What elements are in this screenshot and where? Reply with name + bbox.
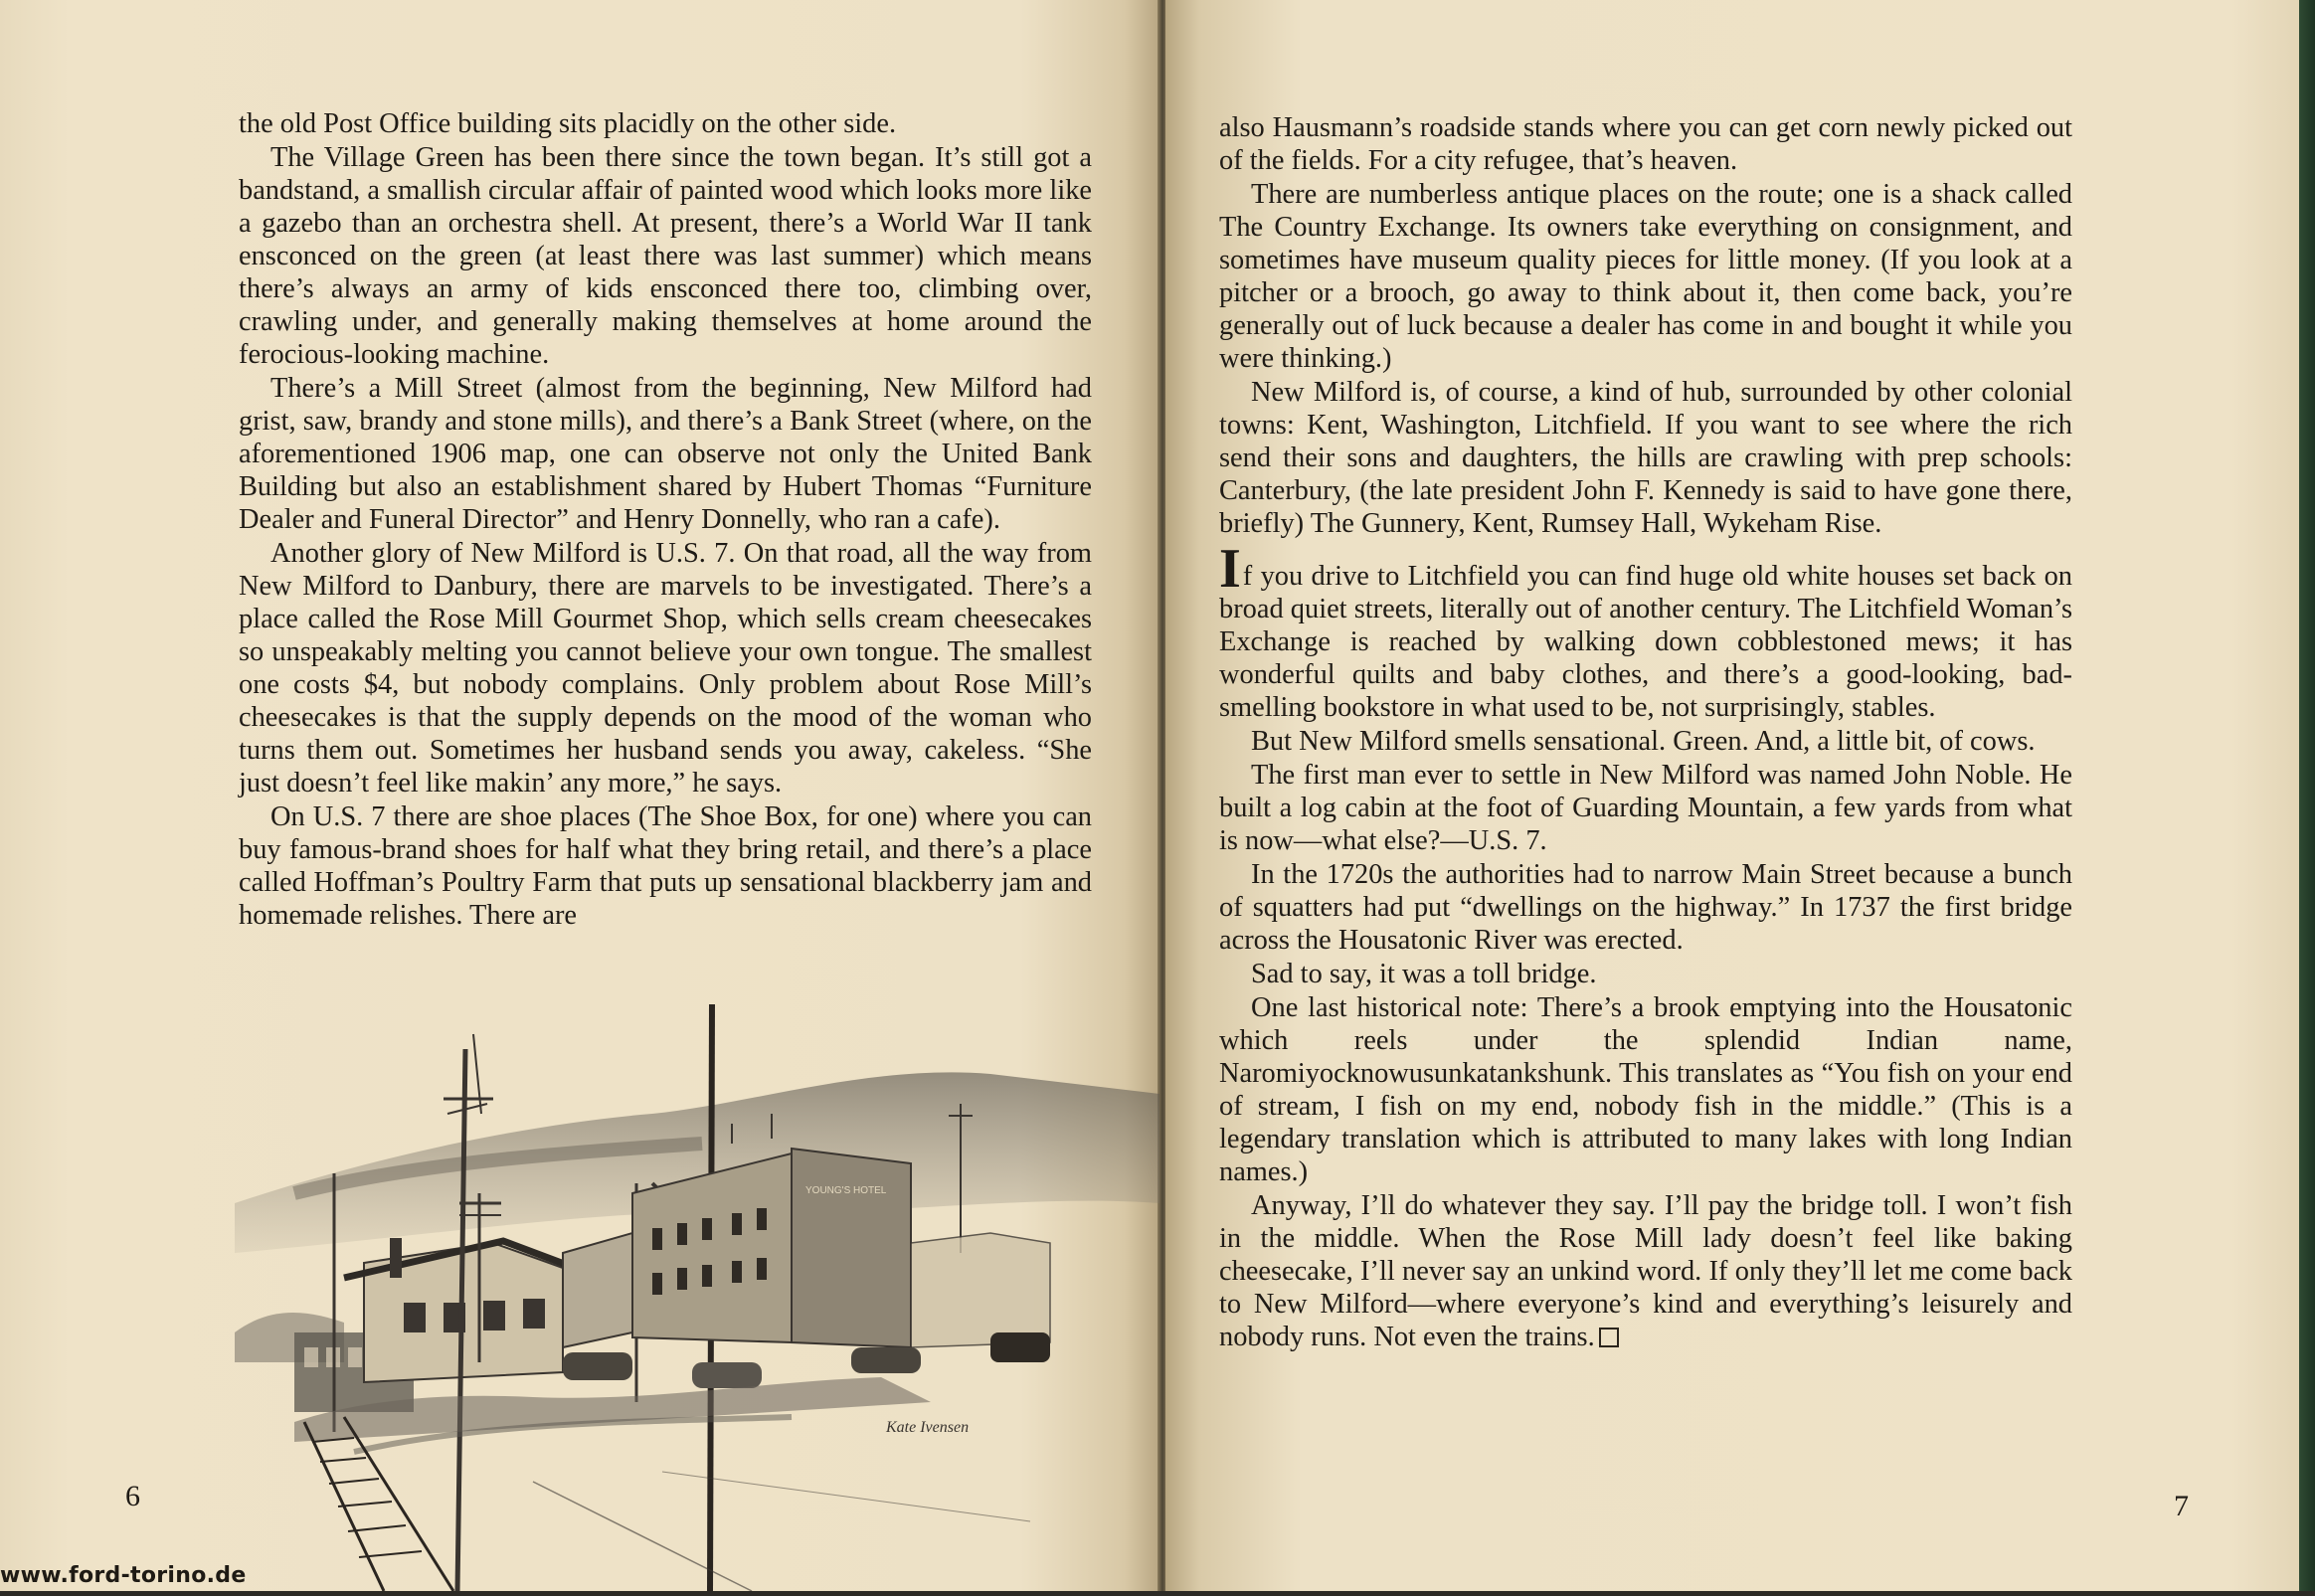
paragraph: On U.S. 7 there are shoe places (The Shoe Box, for one) where you can buy famous-brand shoes for half what they bring retail, and there’s a place called Hoffman’s Poultry Farm that puts up sensational blackberry jam and homemade relishes. There are — [239, 801, 1092, 931]
paragraph-text: f you drive to Litchfield you can find huge old white houses set back on broad quiet streets, literally out of another century. The Litchfield Woman’s Exchange is reached by walking down cobblestoned mews; it has wonderful quilts and baby clothes, and there’s a good-looking, bad-smelling bookstore in what used to be, not surprisingly, stables. — [1219, 561, 2072, 723]
paragraph: Sad to say, it was a toll bridge. — [1251, 959, 1597, 989]
paragraph: Another glory of New Milford is U.S. 7. On that road, all the way from New Milford to Danbury, there are marvels to be investigated. There’s a place called the Rose Mill Gourmet Shop, which sells cream cheesecakes so unspeakably melting you cannot believe your own tongue. The smallest one costs $4, but nobody complains. Only problem about Rose Mill’s cheesecakes is that the supply depends on the mood of the woman who turns them out. Sometimes her husband sends you away, cakeless. “She just doesn’t feel like makin’ any more,” he says. — [239, 538, 1092, 798]
page-number-left: 6 — [125, 1480, 140, 1512]
paragraph: There are numberless antique places on the route; one is a shack called The Country Exchange. Its owners take everything on consignment, and sometimes have museum quality pieces for little money. (If you look at a pitcher or a brooch, go away to think about it, then come back, you’re generally out of luck because a dealer has come in and bought it while you were thinking.) — [1219, 179, 2072, 374]
paragraph: There’s a Mill Street (almost from the beginning, New Milford had grist, saw, brandy and stone mills), and there’s a Bank Street (where, on the aforementioned 1906 map, one can observe not only the United Bank Building but also an establishment shared by Hubert Thomas “Furniture Dealer and Funeral Director” and Henry Donnelly, who ran a cafe). — [239, 373, 1092, 535]
page-number-right: 7 — [2174, 1490, 2189, 1522]
town-street-illustration — [235, 1004, 1159, 1591]
left-text-column — [239, 107, 1092, 932]
paragraph: New Milford is, of course, a kind of hub, surrounded by other colonial towns: Kent, Washington, Litchfield. If you want to see where the rich send their sons and daughters, the hills are crawling with prep schools: Canterbury, (the late president John F. Kennedy is said to have gone there, briefly) The Gunnery, Kent, Rumsey Hall, Wykeham Rise. — [1219, 377, 2072, 539]
artist-signature: Kate Ivensen — [886, 1419, 970, 1436]
paragraph: In the 1720s the authorities had to narrow Main Street because a bunch of squatters had put “dwellings on the highway.” In 1737 the first bridge across the Housatonic River was erected. — [1219, 859, 2072, 956]
paragraph: the old Post Office building sits placidly on the other side. — [239, 108, 897, 139]
book-cover-edge — [2299, 0, 2315, 1591]
dropcap-paragraph — [1219, 538, 2072, 724]
building-sign: YOUNG'S HOTEL — [805, 1185, 887, 1196]
drop-cap: I — [1219, 538, 1241, 600]
closing-paragraph — [1219, 1189, 2072, 1353]
paragraph: But New Milford smells sensational. Green. And, a little bit, of cows. — [1251, 726, 2036, 757]
site-watermark: www.ford-torino.de — [0, 1563, 247, 1588]
end-mark-icon — [1599, 1328, 1619, 1347]
paragraph: also Hausmann’s roadside stands where you can get corn newly picked out of the fields. For a city refugee, that’s heaven. — [1219, 112, 2072, 176]
paragraph: The Village Green has been there since the town began. It’s still got a bandstand, a smallish circular affair of painted wood which looks more like a gazebo than an orchestra shell. At present, there’s a World War II tank ensconced on the green (at least there was last summer) which means there’s always an army of kids ensconced there too, climbing over, crawling under, and generally making themselves at home around the ferocious-looking machine. — [239, 142, 1092, 370]
paragraph: The first man ever to settle in New Milford was named John Noble. He built a log cabin at the foot of Guarding Mountain, a few yards from what is now—what else?—U.S. 7. — [1219, 760, 2072, 856]
paragraph: One last historical note: There’s a brook emptying into the Housatonic which reels under the splendid Indian name, Naromiyocknowusunkatankshunk. This translates as “You fish on your end of stream, I fish on my end, nobody fish in the middle.” (This is a legendary translation which is attributed to many lakes with long Indian names.) — [1219, 992, 2072, 1187]
right-text-column — [1219, 111, 2072, 1353]
paragraph-text: Anyway, I’ll do whatever they say. I’ll pay the bridge toll. I won’t fish in the middle. When the Rose Mill lady doesn’t feel like baking cheesecake, I’ll never say an unkind word. If only they’ll let me come back to New Milford—where everyone’s kind and everything’s leisurely and nobody runs. Not even the trains. — [1219, 1190, 2072, 1352]
